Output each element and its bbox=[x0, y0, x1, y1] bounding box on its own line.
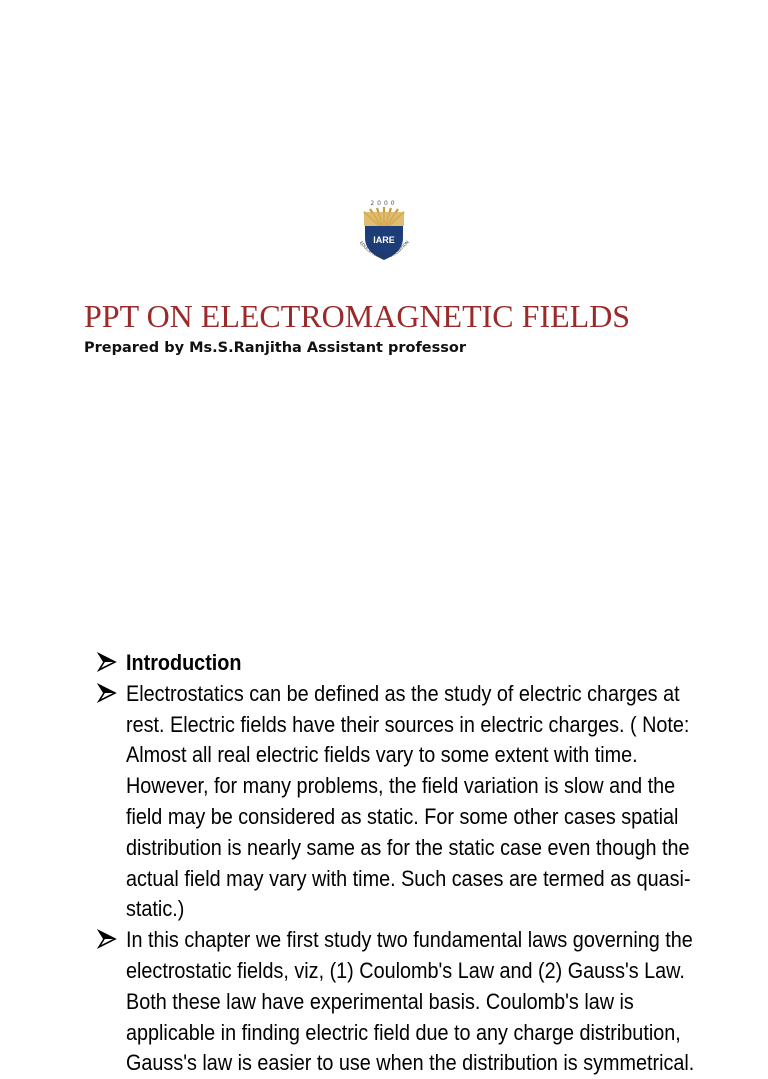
logo-year: 2000 bbox=[370, 200, 398, 207]
bullet-text: Introduction bbox=[126, 650, 242, 675]
slide-title: PPT ON ELECTROMAGNETIC FIELDS bbox=[84, 298, 631, 334]
logo-emblem-icon bbox=[352, 200, 416, 268]
arrowhead-bullet-icon bbox=[96, 651, 118, 673]
slide-subtitle: Prepared by Ms.S.Ranjitha Assistant professor bbox=[84, 340, 466, 356]
content-bullets bbox=[96, 648, 716, 1079]
arrowhead-bullet-icon bbox=[96, 928, 118, 950]
arrowhead-bullet-icon bbox=[96, 682, 118, 704]
bullet-item bbox=[96, 679, 716, 925]
bullet-text: Electrostatics can be defined as the study of electric charges at rest. Electric fields have their sources in electric charges. ( Note: Almost all real electric fields vary to some extent with time. However, for many problems, the field variation is slow and the field may be considered as static. For some other cases spatial distribution is nearly same as for the static case even though the actual field may vary with time. Such cases are termed as quasi-static.) bbox=[126, 680, 691, 922]
bullet-text: In this chapter we first study two fundamental laws governing the electrostatic fields, viz, (1) Coulomb's Law and (2) Gauss's Law. Both these law have experimental basis. Coulomb's law is applicable in finding electric field due to any charge distribution, Gauss's law is easier to use when the distribution is symmetrical. bbox=[126, 927, 695, 1076]
iare-logo bbox=[352, 200, 416, 268]
bullet-item bbox=[96, 648, 716, 679]
svg-text:IARE: IARE bbox=[373, 235, 395, 245]
svg-text:EDUCATION FOR LIBERATION: EDUCATION FOR LIBERATION bbox=[358, 239, 410, 260]
bullet-item bbox=[96, 925, 716, 1079]
